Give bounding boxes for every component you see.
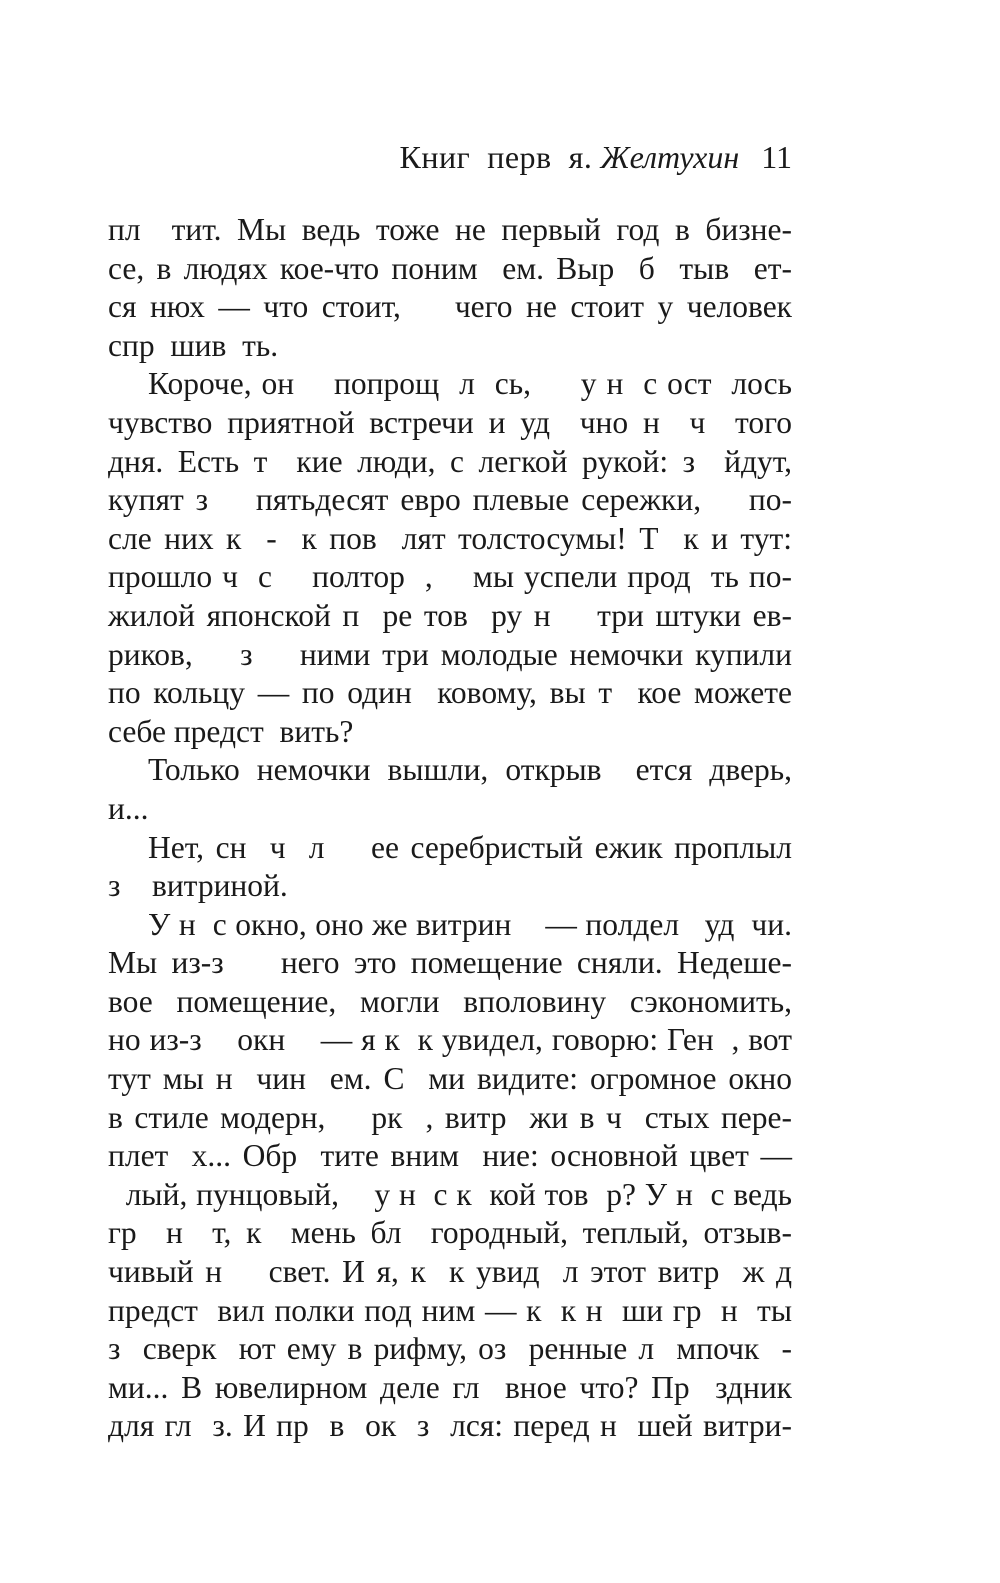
text-line: сле них к - к пов лят толстосумы! Т к и тут: [108, 520, 792, 556]
text-line: купят з пятьдесят евро плевые сережки, по- [108, 482, 792, 518]
text-line: Короче, он попрощ л сь, у н с ост лось [148, 366, 792, 402]
text-line: дня. Есть т кие люди, с легкой рукой: з йдут, [108, 443, 792, 479]
text-line: гр н т, к мень бл городный, теплый, отзыв- [108, 1215, 792, 1251]
text-line: У н с окно, оно же витрин — полдел уд чи. [148, 906, 792, 942]
text-line: жилой японской п ре тов ру н три штуки ев- [108, 597, 792, 633]
text-line: но из-з окн — я к к увидел, говорю: Ген , вот [108, 1022, 792, 1058]
text-line: и... [108, 790, 149, 826]
text-line: ся нюх — что стоит, чего не стоит у человек [108, 289, 792, 325]
text-line: для гл з. И пр в ок з лся: перед н шей витри- [108, 1408, 792, 1444]
text-line: чивый н свет. И я, к к увид л этот витр ж д [108, 1254, 792, 1290]
text-line: лый, пунцовый, у н с к кой тов р? У н с ведь [108, 1176, 792, 1212]
text-line: себе предст вить? [108, 713, 354, 749]
text-line: по кольцу — по один ковому, вы т кое можете [108, 675, 792, 711]
text-line: Нет, сн ч л ее серебристый ежик проплыл [148, 829, 792, 865]
text-line: спр шив ть. [108, 327, 279, 363]
text-line: чувство приятной встречи и уд чно н ч того [108, 404, 792, 440]
chapter-title: Желтухин [600, 139, 740, 175]
text-line: з витриной. [108, 868, 288, 904]
page-number: 11 [761, 139, 792, 175]
text-line: пл тит. Мы ведь тоже не первый год в бизне- [108, 212, 792, 247]
book-title: Книг перв я. [399, 139, 593, 175]
text-line: прошло ч с полтор , мы успели прод ть по- [108, 559, 792, 595]
text-line: се, в людях кое-что поним ем. Выр б тыв ет- [108, 250, 792, 286]
running-head [108, 137, 792, 177]
body-text [108, 211, 792, 1446]
text-line: ми... В ювелирном деле гл вное что? Пр здник [108, 1369, 792, 1405]
text-line: з сверк ют ему в рифму, оз ренные л мпочк - [108, 1331, 792, 1367]
text-line: в стиле модерн, рк , витр жи в ч стых пере- [108, 1099, 792, 1135]
text-line: вое помещение, могли вполовину сэкономить, [108, 983, 792, 1019]
text-line: Мы из-з него это помещение сняли. Недеше- [108, 945, 792, 981]
text-line: Только немочки вышли, открыв ется дверь, [148, 752, 792, 788]
text-line: плет х... Обр тите вним ние: основной цвет — [108, 1138, 792, 1174]
text-line: риков, з ними три молодые немочки купили [108, 636, 792, 672]
text-line: предст вил полки под ним — к к н ши гр н ты [108, 1292, 792, 1328]
text-line: тут мы н чин ем. С ми видите: огромное окно [108, 1061, 792, 1097]
